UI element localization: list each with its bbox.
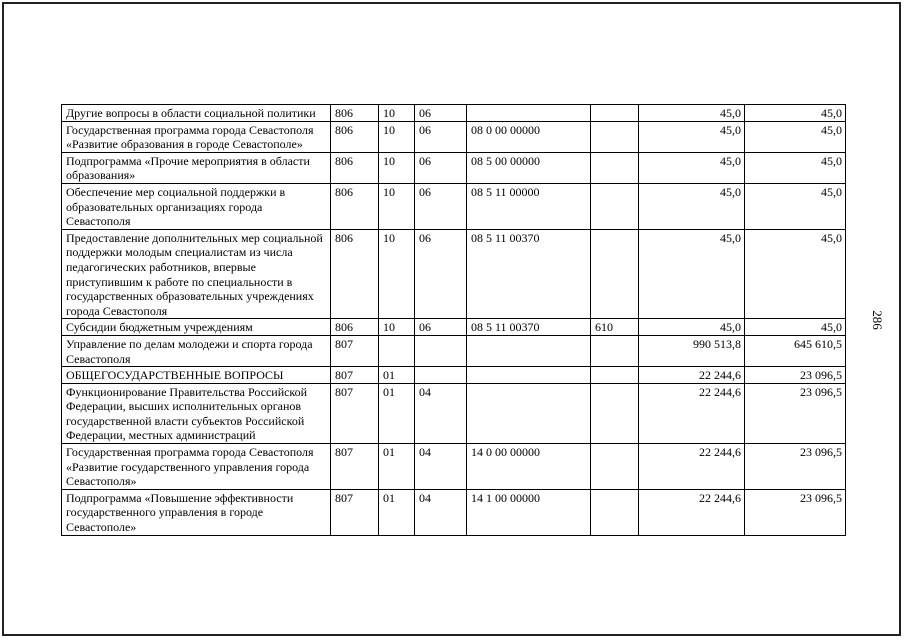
section-cell: 10 — [379, 229, 415, 319]
target-article-cell: 14 0 00 00000 — [467, 444, 591, 490]
subsection-cell: 06 — [415, 229, 467, 319]
amount-year1-cell: 22 244,6 — [639, 367, 745, 384]
amount-year2-cell: 23 096,5 — [745, 383, 846, 443]
subsection-cell: 04 — [415, 444, 467, 490]
table-row — [62, 383, 846, 443]
subsection-cell: 06 — [415, 105, 467, 122]
amount-year2-cell: 45,0 — [745, 105, 846, 122]
row-name-cell: Функционирование Правительства Российской Федерации, высших исполнительных органов государственной власти субъектов Российской Федерации, местных администраций — [62, 383, 331, 443]
expense-type-cell — [591, 367, 639, 384]
amount-year1-cell: 990 513,8 — [639, 335, 745, 366]
expense-type-cell — [591, 121, 639, 152]
page-number: 286 — [870, 310, 885, 330]
row-name-cell: ОБЩЕГОСУДАРСТВЕННЫЕ ВОПРОСЫ — [62, 367, 331, 384]
target-article-cell: 08 5 11 00370 — [467, 229, 591, 319]
expense-type-cell — [591, 489, 639, 535]
ved-code-cell: 806 — [331, 105, 379, 122]
section-cell: 10 — [379, 152, 415, 183]
amount-year1-cell: 22 244,6 — [639, 444, 745, 490]
row-name-cell: Субсидии бюджетным учреждениям — [62, 319, 331, 336]
target-article-cell — [467, 367, 591, 384]
row-name-cell: Предоставление дополнительных мер социальной поддержки молодым специалистам из числа педагогических работников, впервые приступившим к работе по специальности в государственных образовательных учреждениях города Севастополя — [62, 229, 331, 319]
ved-code-cell: 806 — [331, 229, 379, 319]
target-article-cell: 08 5 11 00370 — [467, 319, 591, 336]
ved-code-cell: 807 — [331, 444, 379, 490]
amount-year2-cell: 645 610,5 — [745, 335, 846, 366]
amount-year1-cell: 45,0 — [639, 229, 745, 319]
amount-year2-cell: 45,0 — [745, 121, 846, 152]
section-cell: 01 — [379, 367, 415, 384]
table-row — [62, 105, 846, 122]
amount-year1-cell: 45,0 — [639, 152, 745, 183]
amount-year2-cell: 45,0 — [745, 152, 846, 183]
amount-year1-cell: 22 244,6 — [639, 489, 745, 535]
amount-year2-cell: 45,0 — [745, 319, 846, 336]
amount-year2-cell: 23 096,5 — [745, 444, 846, 490]
ved-code-cell: 806 — [331, 152, 379, 183]
row-name-cell: Подпрограмма «Повышение эффективности государственного управления в городе Севастополе» — [62, 489, 331, 535]
table-row — [62, 183, 846, 229]
amount-year2-cell: 45,0 — [745, 229, 846, 319]
ved-code-cell: 807 — [331, 489, 379, 535]
row-name-cell: Подпрограмма «Прочие мероприятия в области образования» — [62, 152, 331, 183]
subsection-cell: 06 — [415, 319, 467, 336]
amount-year2-cell: 23 096,5 — [745, 489, 846, 535]
ved-code-cell: 807 — [331, 335, 379, 366]
target-article-cell: 08 5 00 00000 — [467, 152, 591, 183]
target-article-cell: 14 1 00 00000 — [467, 489, 591, 535]
table-row — [62, 335, 846, 366]
amount-year2-cell: 45,0 — [745, 183, 846, 229]
amount-year1-cell: 45,0 — [639, 183, 745, 229]
budget-table — [61, 104, 846, 536]
subsection-cell: 06 — [415, 121, 467, 152]
table-body — [62, 105, 846, 536]
section-cell: 01 — [379, 489, 415, 535]
target-article-cell — [467, 335, 591, 366]
section-cell: 10 — [379, 183, 415, 229]
section-cell: 01 — [379, 444, 415, 490]
expense-type-cell — [591, 152, 639, 183]
expense-type-cell — [591, 444, 639, 490]
table-row — [62, 121, 846, 152]
amount-year1-cell: 22 244,6 — [639, 383, 745, 443]
subsection-cell: 06 — [415, 183, 467, 229]
table-row — [62, 319, 846, 336]
section-cell: 10 — [379, 105, 415, 122]
row-name-cell: Государственная программа города Севастополя «Развитие образования в городе Севастополе» — [62, 121, 331, 152]
ved-code-cell: 807 — [331, 383, 379, 443]
row-name-cell: Обеспечение мер социальной поддержки в образовательных организациях города Севастополя — [62, 183, 331, 229]
amount-year1-cell: 45,0 — [639, 105, 745, 122]
amount-year1-cell: 45,0 — [639, 121, 745, 152]
expense-type-cell — [591, 229, 639, 319]
target-article-cell: 08 0 00 00000 — [467, 121, 591, 152]
table-row — [62, 489, 846, 535]
ved-code-cell: 806 — [331, 183, 379, 229]
subsection-cell: 06 — [415, 152, 467, 183]
section-cell: 10 — [379, 319, 415, 336]
ved-code-cell: 806 — [331, 319, 379, 336]
ved-code-cell: 806 — [331, 121, 379, 152]
row-name-cell: Государственная программа города Севастополя «Развитие государственного управления города Севастополя» — [62, 444, 331, 490]
subsection-cell: 04 — [415, 383, 467, 443]
row-name-cell: Управление по делам молодежи и спорта города Севастополя — [62, 335, 331, 366]
target-article-cell — [467, 105, 591, 122]
target-article-cell — [467, 383, 591, 443]
amount-year2-cell: 23 096,5 — [745, 367, 846, 384]
expense-type-cell: 610 — [591, 319, 639, 336]
subsection-cell — [415, 335, 467, 366]
expense-type-cell — [591, 383, 639, 443]
section-cell: 01 — [379, 383, 415, 443]
table-row — [62, 152, 846, 183]
table-row — [62, 229, 846, 319]
subsection-cell — [415, 367, 467, 384]
expense-type-cell — [591, 183, 639, 229]
row-name-cell: Другие вопросы в области социальной политики — [62, 105, 331, 122]
ved-code-cell: 807 — [331, 367, 379, 384]
section-cell — [379, 335, 415, 366]
expense-type-cell — [591, 105, 639, 122]
section-cell: 10 — [379, 121, 415, 152]
table-row — [62, 444, 846, 490]
amount-year1-cell: 45,0 — [639, 319, 745, 336]
subsection-cell: 04 — [415, 489, 467, 535]
table-row — [62, 367, 846, 384]
expense-type-cell — [591, 335, 639, 366]
target-article-cell: 08 5 11 00000 — [467, 183, 591, 229]
